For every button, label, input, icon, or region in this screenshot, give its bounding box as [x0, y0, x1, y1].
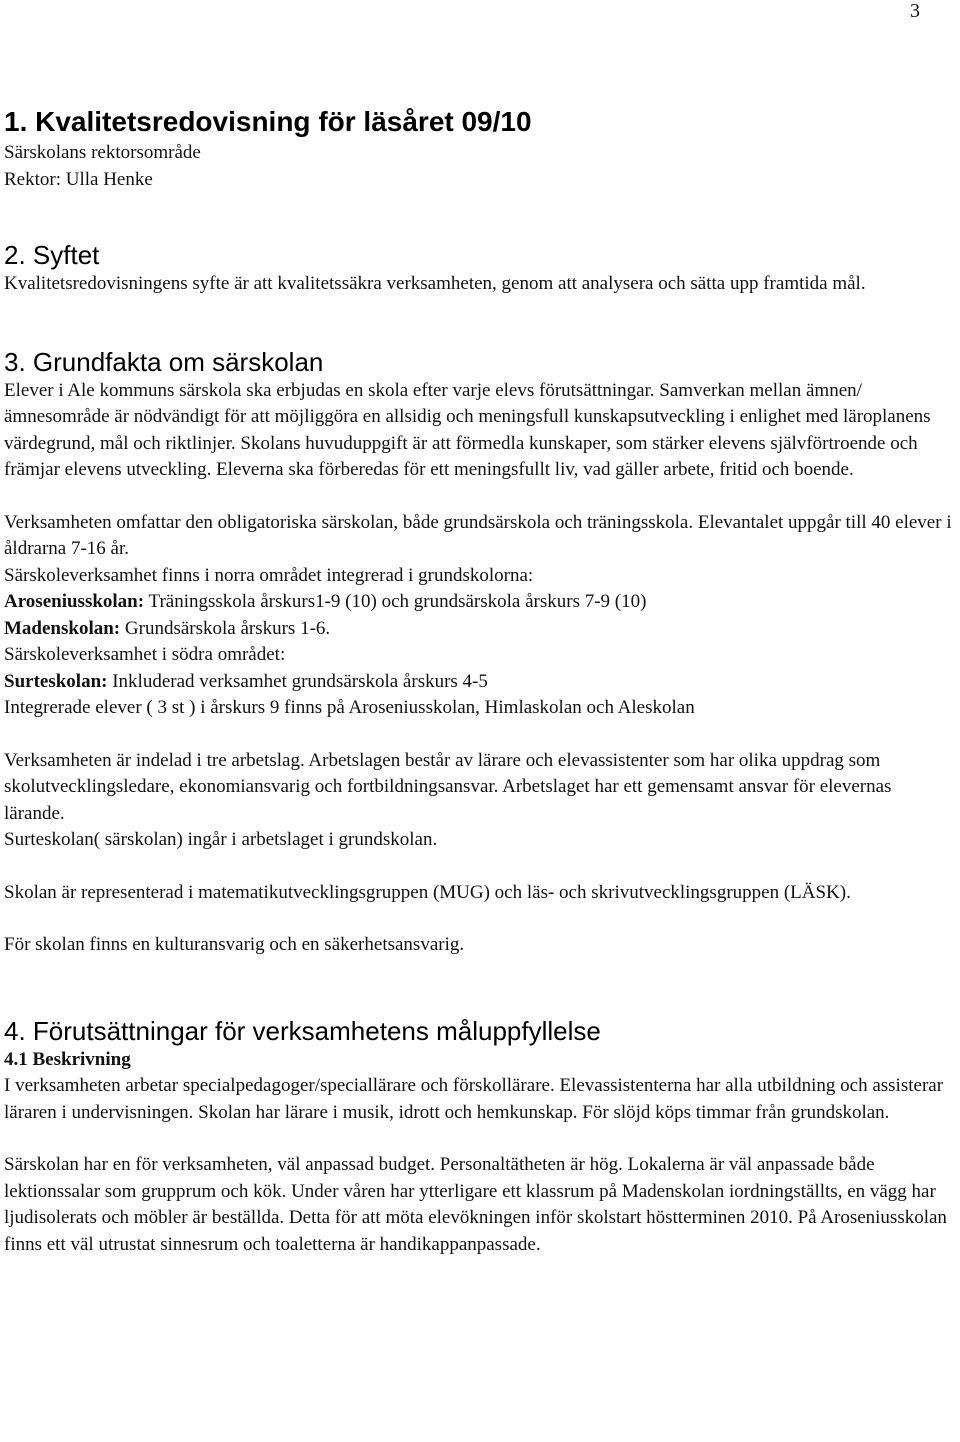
surte-team-line: Surteskolan( särskolan) ingår i arbetslaget i grundskolan. — [4, 829, 438, 850]
page-number: 3 — [910, 0, 920, 22]
section-4-title: 4. Förutsättningar för verksamhetens måluppfyllelse — [4, 1015, 601, 1046]
maden-label: Madenskolan: — [4, 617, 121, 639]
document-body — [4, 104, 954, 1258]
integrated-students-line: Integrerade elever ( 3 st ) i årskurs 9 finns på Aroseniusskolan, Himlaskolan och Aleskolan — [4, 697, 695, 718]
representation-paragraph: Skolan är representerad i matematikutvecklingsgruppen (MUG) och läs- och skrivutvecklingsgruppen (LÄSK). — [4, 881, 851, 903]
arosenius-label: Aroseniusskolan: — [4, 591, 145, 612]
section-2 — [4, 239, 954, 298]
responsibility-paragraph: För skolan finns en kulturansvarig och en säkerhetsansvarig. — [4, 934, 465, 955]
section-4-1-subtitle: 4.1 Beskrivning — [4, 1048, 131, 1070]
description-paragraph-1: I verksamheten arbetar specialpedagoger/speciallärare och förskollärare. Elevassistenterna har alla utbildning och assisterar läraren i undervisningen. Skolan har lärare i musik, idrott och hemkunskap. För slöjd köps timmar från grundskolan. — [4, 1075, 944, 1123]
section-1-title: 1. Kvalitetsredovisning för läsåret 09/10 — [4, 106, 532, 137]
section-3 — [4, 346, 954, 959]
section-4 — [4, 1015, 954, 1259]
maden-text: Grundsärskola årskurs 1-6. — [120, 617, 331, 639]
section-3-title: 3. Grundfakta om särskolan — [4, 346, 324, 377]
school-area-line: Särskolans rektorsområde — [4, 142, 201, 163]
surte-line — [4, 669, 954, 696]
north-area-intro: Särskoleverksamhet finns i norra området integrerad i grundskolorna: — [4, 564, 534, 586]
purpose-paragraph: Kvalitetsredovisningens syfte är att kvalitetssäkra verksamheten, genom att analysera och sätta upp framtida mål. — [4, 273, 866, 294]
arosenius-text: Träningsskola årskurs1-9 (10) och grundsärskola årskurs 7-9 (10) — [144, 591, 647, 612]
section-2-title: 2. Syftet — [4, 240, 100, 270]
surte-label: Surteskolan: — [4, 670, 108, 692]
south-area-intro: Särskoleverksamhet i södra området: — [4, 644, 286, 665]
arosenius-line — [4, 589, 954, 616]
facts-paragraph-1: Elever i Ale kommuns särskola ska erbjudas en skola efter varje elevs förutsättningar. Samverkan mellan ämnen/ämnesområde är nödvändigt för att möjliggöra en allsidig och meningsfull kunskapsutveckling i enlighet med läroplanens värdegrund, mål och riktlinjer. Skolans huvuduppgift är att förmedla kunskaper, som stärker elevens självförtroende och främjar elevens utveckling. Eleverna ska förberedas för ett meningsfullt liv, vad gäller arbete, fritid och boende. — [4, 379, 931, 480]
facts-paragraph-2: Verksamheten omfattar den obligatoriska särskolan, både grundsärskola och träningsskola. Elevantalet uppgår till 40 elever i åldrarna 7-16 år. — [4, 511, 952, 559]
section-1 — [4, 104, 954, 193]
principal-line: Rektor: Ulla Henke — [4, 168, 153, 190]
description-paragraph-2: Särskolan har en för verksamheten, väl anpassad budget. Personaltätheten är hög. Lokalerna är väl anpassade både lektionssalar som grupprum och kök. Under våren har ytterligare ett klassrum på Madenskolan iordningställts, en vägg har ljudisolerats och möbler är beställda. Detta för att möta elevökningen inför skolstart höstterminen 2010. På Aroseniusskolan finns ett väl utrustat sinnesrum och toaletterna är handikappanpassade. — [4, 1154, 947, 1255]
surte-text: Inkluderad verksamhet grundsärskola årskurs 4-5 — [107, 670, 488, 692]
maden-line — [4, 616, 954, 643]
work-teams-paragraph: Verksamheten är indelad i tre arbetslag. Arbetslagen består av lärare och elevassistenter som har olika uppdrag som skolutvecklingsledare, ekonomiansvarig och fortbildningsansvar. Arbetslaget har ett gemensamt ansvar för elevernas lärande. — [4, 749, 892, 824]
